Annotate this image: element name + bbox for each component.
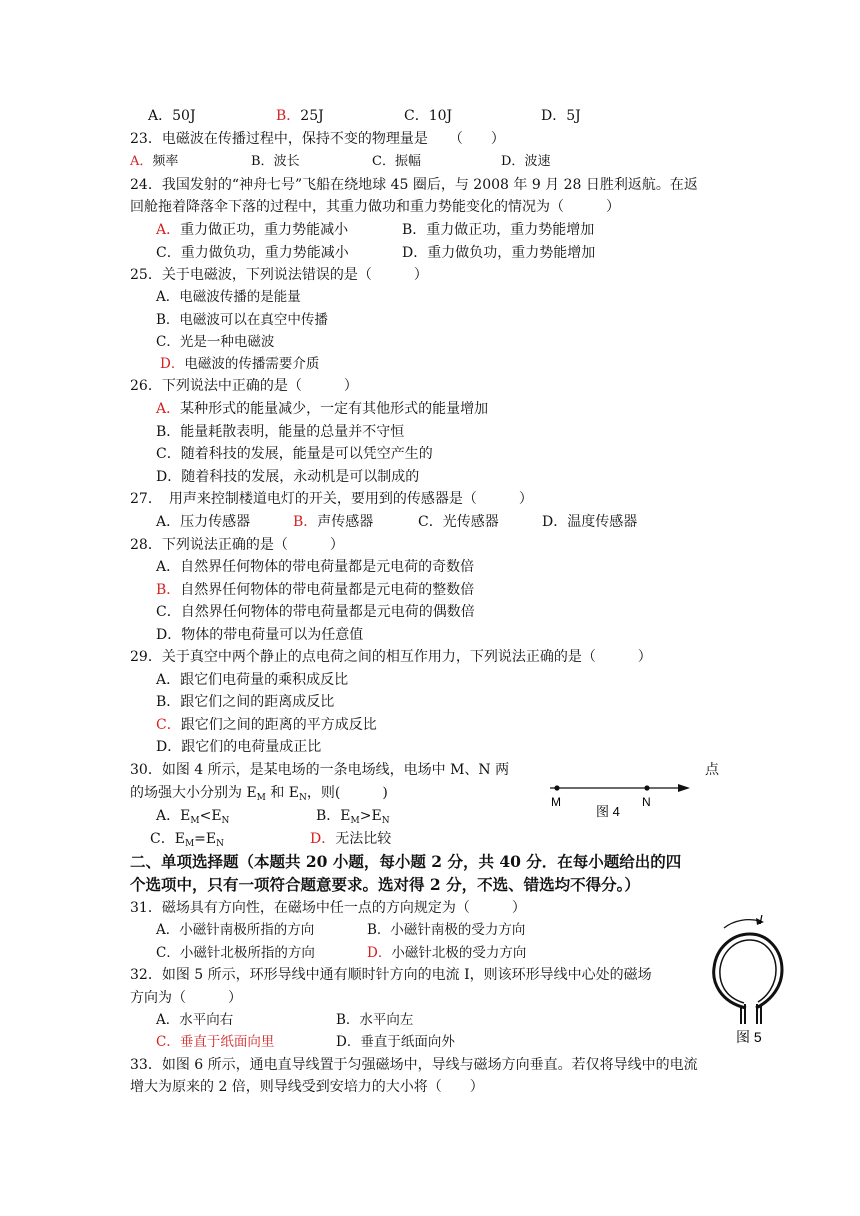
q24-stem-line1: 24．我国发射的“神舟七号”飞船在绕地球 45 圈后，与 2008 年 9 月 28 日胜利返航。在返	[130, 177, 698, 193]
ring-wire	[714, 934, 782, 1008]
q30-stem-line1-end: 点	[705, 762, 719, 778]
q29-option-b: B．跟它们之间的距离成反比	[156, 694, 335, 710]
q32-option-d: D．垂直于纸面向外	[336, 1034, 455, 1050]
q26-option-b: B．能量耗散表明，能量的总量并不守恒	[156, 424, 405, 440]
q25-option-b: B．电磁波可以在真空中传播	[156, 312, 328, 328]
q30-option-d: D．无法比较	[310, 831, 392, 847]
figure-5-caption: 图 5	[736, 1029, 762, 1045]
q26-option-d: D．随着科技的发展，永动机是可以制成的	[156, 469, 420, 485]
q29-option-d: D．跟它们的电荷量成正比	[156, 739, 322, 755]
q25-stem: 25．关于电磁波，下列说法错误的是（ ）	[130, 267, 428, 283]
q22-option-d: D．5J	[541, 108, 581, 124]
q27-option-d: D．温度传感器	[542, 514, 638, 530]
q32-option-b: B．水平向左	[336, 1012, 414, 1028]
q29-option-c: C．跟它们之间的距离的平方成反比	[156, 717, 377, 733]
q28-option-c: C．自然界任何物体的带电荷量都是元电荷的偶数倍	[156, 604, 475, 620]
field-line-arrowhead-icon	[678, 784, 690, 792]
q23-option-d: D．波速	[501, 154, 551, 169]
q27-stem: 27． 用声来控制楼道电灯的开关，要用到的传感器是（ ）	[130, 491, 533, 507]
q28-option-a: A．自然界任何物体的带电荷量都是元电荷的奇数倍	[156, 559, 475, 575]
q25-option-c: C．光是一种电磁波	[156, 334, 275, 350]
figure-5-ring-conductor	[706, 912, 788, 1046]
point-m-dot	[554, 785, 559, 790]
q24-option-d: D．重力做负功，重力势能增加	[402, 245, 596, 261]
q25-option-a: A．电磁波传播的是能量	[156, 289, 301, 305]
q24-option-b: B．重力做正功，重力势能增加	[402, 222, 595, 238]
current-label: I	[759, 912, 763, 927]
q29-stem: 29．关于真空中两个静止的点电荷之间的相互作用力，下列说法正确的是（ ）	[130, 649, 652, 665]
q23-option-b: B．波长	[251, 154, 300, 169]
figure-4-electric-field-line	[540, 776, 700, 822]
q22-option-b: B．25J	[276, 108, 324, 124]
figure-4-caption: 图 4	[596, 804, 620, 819]
q32-option-c: C．垂直于纸面向里	[156, 1034, 275, 1050]
q30-option-c: C．$E_M=E_N$	[150, 831, 225, 849]
section-2-heading-line1: 二、单项选择题（本题共 20 小题，每小题 2 分，共 40 分．在每小题给出的四	[130, 852, 682, 871]
section-2-heading-line2: 个选项中，只有一项符合题意要求。选对得 2 分，不选、错选均不得分。）	[130, 875, 640, 894]
q24-option-a: A．重力做正功，重力势能减小	[156, 222, 349, 238]
q25-option-d: D．电磁波的传播需要介质	[160, 356, 320, 372]
q26-option-a: A．某种形式的能量减少，一定有其他形式的能量增加	[156, 401, 489, 417]
q31-stem: 31．磁场具有方向性，在磁场中任一点的方向规定为（ ）	[130, 900, 526, 916]
q28-stem: 28．下列说法正确的是（ ）	[130, 537, 344, 553]
ring-wire-inner	[720, 940, 776, 1003]
q26-stem: 26．下列说法中正确的是（ ）	[130, 378, 358, 394]
current-arrow-icon	[724, 920, 760, 928]
q33-stem-line2: 增大为原来的 2 倍，则导线受到安培力的大小将（ ）	[130, 1079, 484, 1095]
q24-stem-line2: 回舱拖着降落伞下落的过程中，其重力做功和重力势能变化的情况为（ ）	[130, 199, 620, 215]
q32-stem-line2: 方向为（ ）	[130, 990, 242, 1006]
q27-option-b: B．声传感器	[293, 514, 374, 530]
q26-option-c: C．随着科技的发展，能量是可以凭空产生的	[156, 446, 433, 462]
q30-stem-line1: 30．如图 4 所示，是某电场的一条电场线，电场中 M、N 两	[130, 762, 510, 778]
q28-option-d: D．物体的带电荷量可以为任意值	[156, 627, 364, 643]
q24-option-c: C．重力做负功，重力势能减小	[156, 245, 349, 261]
q23-option-c: C．振幅	[372, 154, 421, 169]
q23-option-a: A．频率	[130, 154, 179, 169]
point-n-dot	[644, 785, 649, 790]
q31-option-d: D．小磁针北极的受力方向	[367, 945, 527, 961]
q27-option-a: A．压力传感器	[156, 514, 251, 530]
point-m-label: M	[551, 795, 561, 809]
q31-option-c: C．小磁针北极所指的方向	[156, 945, 315, 961]
point-n-label: N	[642, 795, 651, 809]
q23-stem: 23．电磁波在传播过程中，保持不变的物理量是 （ ）	[130, 131, 505, 147]
q33-stem-line1: 33．如图 6 所示，通电直导线置于匀强磁场中，导线与磁场方向垂直。若仅将导线中的电流	[130, 1057, 698, 1073]
q27-option-c: C．光传感器	[418, 514, 499, 530]
q28-option-b: B．自然界任何物体的带电荷量都是元电荷的整数倍	[156, 582, 475, 598]
q30-option-b: B．$E_M>E_N$	[316, 808, 390, 826]
q22-option-c: C．10J	[404, 108, 453, 124]
q30-stem-line2: 的场强大小分别为 $E_M$ 和 $E_N$，则( )	[130, 785, 388, 803]
q29-option-a: A．跟它们电荷量的乘积成反比	[156, 672, 349, 688]
q22-option-a: A．50J	[148, 108, 196, 124]
q31-option-a: A．小磁针南极所指的方向	[156, 922, 315, 938]
q31-option-b: B．小磁针南极的受力方向	[367, 922, 526, 938]
q30-option-a: A．$E_M<E_N$	[156, 808, 230, 826]
q32-stem-line1: 32．如图 5 所示，环形导线中通有顺时针方向的电流 I，则该环形导线中心处的磁场	[130, 967, 652, 983]
q32-option-a: A．水平向右	[156, 1012, 234, 1028]
